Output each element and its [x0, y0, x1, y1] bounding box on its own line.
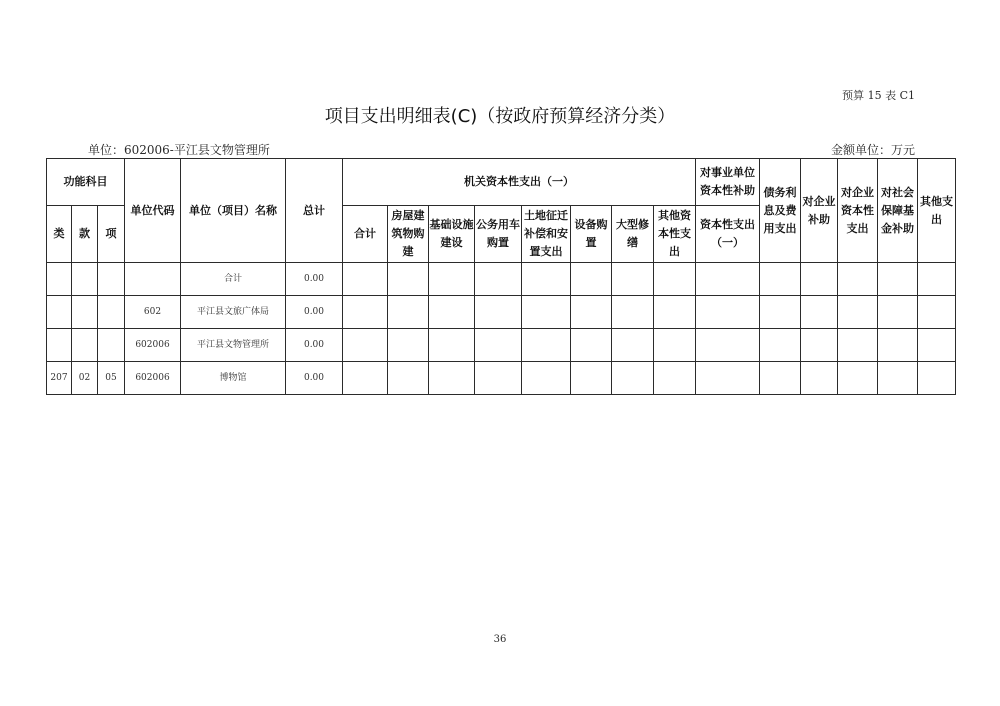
cell-other	[918, 329, 956, 362]
cell-category	[47, 296, 72, 329]
header-subtotal: 合计	[343, 206, 388, 263]
cell-total: 0.00	[286, 296, 343, 329]
cell-other	[918, 362, 956, 395]
cell-unit-name: 合计	[181, 263, 286, 296]
cell-capital-expenditure-1	[696, 263, 760, 296]
expenditure-detail-table	[46, 158, 956, 395]
header-other-capital: 其他资 本性支 出	[654, 206, 696, 263]
header-item: 项	[98, 206, 125, 263]
cell-total: 0.00	[286, 329, 343, 362]
table-row	[47, 263, 956, 296]
cell-category	[47, 329, 72, 362]
cell-enterprise-subsidy	[801, 362, 838, 395]
cell-other-capital	[654, 362, 696, 395]
cell-other-capital	[654, 329, 696, 362]
header-section: 款	[72, 206, 98, 263]
cell-section	[72, 329, 98, 362]
cell-subtotal	[343, 362, 388, 395]
header-land: 土地征迁 补偿和安 置支出	[522, 206, 571, 263]
header-capital-expenditure-1: 资本性支出 （一）	[696, 206, 760, 263]
cell-land	[522, 296, 571, 329]
table-row	[47, 362, 956, 395]
cell-other-capital	[654, 296, 696, 329]
cell-equipment	[571, 296, 612, 329]
cell-debt-interest	[760, 329, 801, 362]
cell-equipment	[571, 263, 612, 296]
cell-land	[522, 263, 571, 296]
cell-enterprise-capital	[838, 329, 878, 362]
table-header	[47, 159, 956, 263]
cell-unit-code	[125, 263, 181, 296]
amount-unit-label: 金额单位：万元	[830, 143, 915, 157]
cell-vehicle	[475, 362, 522, 395]
cell-enterprise-subsidy	[801, 296, 838, 329]
cell-section	[72, 263, 98, 296]
header-unit-name: 单位（项目）名称	[181, 159, 286, 263]
header-total: 总计	[286, 159, 343, 263]
unit-label: 单位：602006-平江县文物管理所	[88, 143, 270, 157]
cell-item: 05	[98, 362, 125, 395]
cell-infrastructure	[429, 263, 475, 296]
cell-capital-expenditure-1	[696, 329, 760, 362]
cell-unit-code: 602006	[125, 329, 181, 362]
cell-total: 0.00	[286, 263, 343, 296]
header-enterprise-capital: 对企业 资本性 支出	[838, 159, 878, 263]
cell-infrastructure	[429, 329, 475, 362]
cell-category	[47, 263, 72, 296]
cell-building	[388, 329, 429, 362]
cell-enterprise-subsidy	[801, 329, 838, 362]
cell-enterprise-capital	[838, 362, 878, 395]
cell-item	[98, 329, 125, 362]
cell-debt-interest	[760, 263, 801, 296]
header-institution-capital-subsidy: 对事业单位 资本性补助	[696, 159, 760, 206]
cell-repair	[612, 263, 654, 296]
cell-vehicle	[475, 263, 522, 296]
cell-subtotal	[343, 263, 388, 296]
header-infrastructure: 基础设施 建设	[429, 206, 475, 263]
cell-infrastructure	[429, 296, 475, 329]
page-title: 项目支出明细表(C)（按政府预算经济分类）	[324, 106, 676, 127]
cell-section	[72, 296, 98, 329]
cell-vehicle	[475, 329, 522, 362]
header-enterprise-subsidy: 对企业 补助	[801, 159, 838, 263]
cell-repair	[612, 362, 654, 395]
cell-total: 0.00	[286, 362, 343, 395]
cell-unit-code: 602	[125, 296, 181, 329]
cell-other	[918, 263, 956, 296]
header-function-subject: 功能科目	[47, 159, 125, 206]
cell-building	[388, 263, 429, 296]
cell-equipment	[571, 329, 612, 362]
cell-enterprise-subsidy	[801, 263, 838, 296]
cell-debt-interest	[760, 296, 801, 329]
cell-building	[388, 296, 429, 329]
table-row	[47, 296, 956, 329]
cell-social-security	[878, 263, 918, 296]
header-category: 类	[47, 206, 72, 263]
cell-social-security	[878, 296, 918, 329]
header-repair: 大型修 缮	[612, 206, 654, 263]
cell-enterprise-capital	[838, 296, 878, 329]
header-row-top	[47, 159, 956, 206]
cell-item	[98, 296, 125, 329]
cell-item	[98, 263, 125, 296]
header-equipment: 设备购 置	[571, 206, 612, 263]
page-number: 36	[493, 634, 507, 645]
header-other-expenditure: 其他支 出	[918, 159, 956, 263]
cell-unit-name: 平江县文物管理所	[181, 329, 286, 362]
cell-repair	[612, 329, 654, 362]
cell-debt-interest	[760, 362, 801, 395]
cell-repair	[612, 296, 654, 329]
cell-building	[388, 362, 429, 395]
header-building: 房屋建 筑物购 建	[388, 206, 429, 263]
header-gov-capital-expenditure: 机关资本性支出（一）	[343, 159, 696, 206]
cell-enterprise-capital	[838, 263, 878, 296]
table-row	[47, 329, 956, 362]
cell-vehicle	[475, 296, 522, 329]
table-body	[47, 263, 956, 395]
cell-subtotal	[343, 296, 388, 329]
header-debt-interest: 债务利 息及费 用支出	[760, 159, 801, 263]
cell-other	[918, 296, 956, 329]
cell-equipment	[571, 362, 612, 395]
cell-social-security	[878, 329, 918, 362]
cell-infrastructure	[429, 362, 475, 395]
form-code-label: 预算 15 表 C1	[842, 89, 915, 102]
cell-section: 02	[72, 362, 98, 395]
cell-social-security	[878, 362, 918, 395]
header-unit-code: 单位代码	[125, 159, 181, 263]
header-vehicle: 公务用车 购置	[475, 206, 522, 263]
cell-subtotal	[343, 329, 388, 362]
cell-capital-expenditure-1	[696, 362, 760, 395]
cell-land	[522, 362, 571, 395]
cell-unit-name: 平江县文旅广体局	[181, 296, 286, 329]
cell-unit-name: 博物馆	[181, 362, 286, 395]
cell-other-capital	[654, 263, 696, 296]
cell-category: 207	[47, 362, 72, 395]
cell-land	[522, 329, 571, 362]
header-social-security: 对社会 保障基 金补助	[878, 159, 918, 263]
cell-unit-code: 602006	[125, 362, 181, 395]
cell-capital-expenditure-1	[696, 296, 760, 329]
